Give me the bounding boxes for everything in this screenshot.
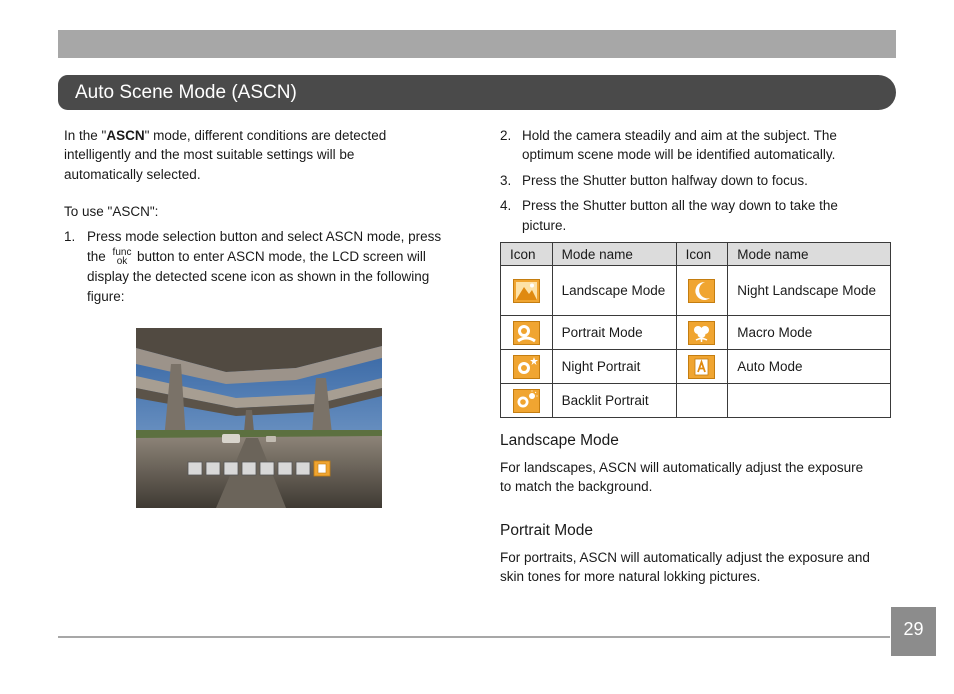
mode-name-auto: Auto Mode [728,350,891,384]
lcd-screen-photo [136,328,382,508]
step-4-line-2: picture. [522,218,567,233]
mode-name-macro: Macro Mode [728,316,891,350]
step-1-line-4: figure: [87,289,125,304]
step-1-line-2b: button to enter ASCN mode, the LCD screen will [137,249,426,264]
night-portrait-icon [513,355,540,379]
portrait-mode-icon [513,321,540,345]
landscape-desc-line-1: For landscapes, ASCN will automatically adjust the exposure [500,460,864,475]
step-3-line-1: Press the Shutter button halfway down to focus. [522,173,808,188]
step-3-number: 3. [500,173,512,188]
ascn-bold: ASCN [106,128,145,143]
step-1-number: 1. [64,229,76,244]
empty-icon-cell [676,384,728,418]
header-mode-name-1: Mode name [552,243,676,266]
mode-name-backlit-portrait: Backlit Portrait [552,384,676,418]
portrait-desc-line-2: skin tones for more natural lokking pictures. [500,569,761,584]
night-landscape-mode-icon [688,279,715,303]
macro-mode-icon [688,321,715,345]
intro-line-3: automatically selected. [64,167,201,182]
header-icon-1: Icon [501,243,553,266]
empty-mode-cell [728,384,891,418]
func-ok-button-icon: func ok [112,247,132,267]
table-row [501,266,891,316]
mode-name-portrait: Portrait Mode [552,316,676,350]
table-row [501,316,891,350]
landscape-mode-heading: Landscape Mode [500,432,619,449]
table-header-row [501,243,891,266]
intro-line-1: In the "ASCN" mode, different conditions are detected [64,128,387,143]
step-2-line-2: optimum scene mode will be identified automatically. [522,147,836,162]
section-title-bar [58,75,896,110]
scene-mode-table [500,242,891,418]
footer-rule [58,636,890,638]
mode-name-landscape: Landscape Mode [552,266,676,316]
auto-mode-icon [688,355,715,379]
top-decor-bar [58,30,896,58]
step-1-line-3: display the detected scene icon as shown in the following [87,269,430,284]
header-icon-2: Icon [676,243,728,266]
step-2-number: 2. [500,128,512,143]
portrait-desc-line-1: For portraits, ASCN will automatically adjust the exposure and [500,550,870,565]
landscape-desc-line-2: to match the background. [500,479,653,494]
page-title: Auto Scene Mode (ASCN) [75,82,297,103]
step-1-line-2a: the [87,249,106,264]
landscape-mode-icon [513,279,540,303]
mode-name-night-portrait: Night Portrait [552,350,676,384]
backlit-portrait-icon [513,389,540,413]
page-number: 29 [891,607,936,656]
step-1-line-1: Press mode selection button and select ASCN mode, press [87,229,442,244]
to-use-label: To use "ASCN": [64,204,159,219]
step-2-line-1: Hold the camera steadily and aim at the subject. The [522,128,837,143]
table-row [501,350,891,384]
mode-name-night-landscape: Night Landscape Mode [728,266,891,316]
header-mode-name-2: Mode name [728,243,891,266]
step-4-line-1: Press the Shutter button all the way down to take the [522,198,838,213]
intro-line-2: intelligently and the most suitable settings will be [64,147,355,162]
step-4-number: 4. [500,198,512,213]
portrait-mode-heading: Portrait Mode [500,522,594,539]
table-row [501,384,891,418]
